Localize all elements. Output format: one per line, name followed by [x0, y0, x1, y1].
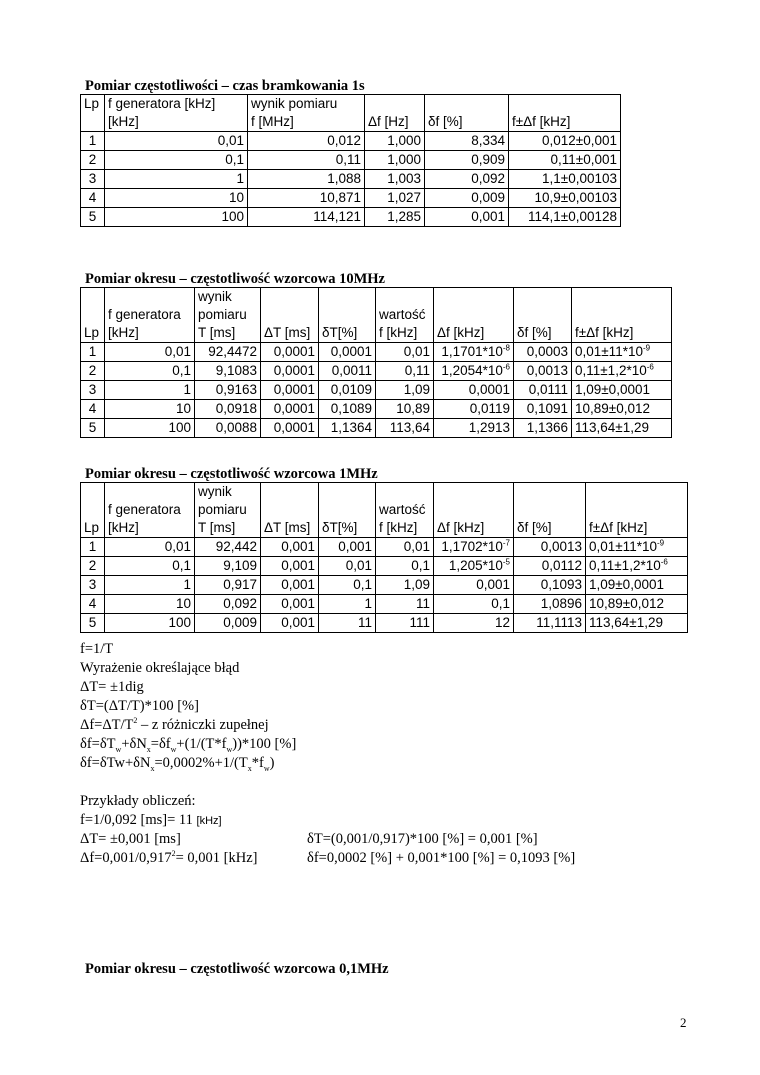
header-wartosc: wartość f [kHz]: [376, 288, 434, 343]
cell-f: 1,09: [376, 381, 434, 400]
cell-lp: 4: [81, 595, 105, 614]
cell: 0,01: [105, 132, 248, 151]
header-fdf: f±Δf [kHz]: [572, 288, 672, 343]
cell-fdf: 1,09±0,0001: [572, 381, 672, 400]
cell-f: 0,11: [376, 362, 434, 381]
cell-fgen: 0,1: [105, 362, 195, 381]
cell-f: 113,64: [376, 419, 434, 438]
cell-T: 0,917: [195, 576, 261, 595]
cell-dT: 0,0001: [261, 419, 319, 438]
cell-lp: 2: [81, 557, 105, 576]
cell-f: 111: [376, 614, 434, 633]
cell-fdf: 113,64±1,29: [586, 614, 688, 633]
frequency-table: [80, 94, 621, 227]
cell: 1,000: [365, 151, 425, 170]
cell-df: 0,1: [434, 595, 514, 614]
cell-dfp: 0,0003: [514, 343, 572, 362]
table-row: [81, 132, 621, 151]
cell: 10,9±0,00103: [509, 189, 621, 208]
cell: 1: [105, 170, 248, 189]
cell: 0,012: [248, 132, 365, 151]
cell-dfp: 0,0013: [514, 362, 572, 381]
cell-fgen: 1: [105, 381, 195, 400]
header-lp: Lp: [81, 483, 105, 538]
cell-lp: 3: [81, 576, 105, 595]
cell-T: 9,109: [195, 557, 261, 576]
example-line: δT=(0,001/0,917)*100 [%] = 0,001 [%]: [307, 831, 538, 847]
cell-fgen: 10: [105, 400, 195, 419]
header-fgen: f generatora [kHz]: [105, 483, 195, 538]
table-row: [81, 557, 688, 576]
cell-fgen: 100: [105, 614, 195, 633]
formula-line: $\delta f=\delta T_w+\delta N_x=\delta f_w+(1/(T*f_w))*100$ [%]: [80, 736, 297, 754]
cell-f: 0,01: [376, 538, 434, 557]
cell-df: 0,0119: [434, 400, 514, 419]
header-wynik: wynik pomiaru f [MHz]: [248, 95, 365, 132]
table-row: [81, 208, 621, 227]
cell-fdf: 113,64±1,29: [572, 419, 672, 438]
header-wynik: wynik pomiaru T [ms]: [195, 288, 261, 343]
formula-line: ΔT= ±1dig: [80, 679, 144, 695]
cell: 2: [81, 151, 105, 170]
table-row: [81, 538, 688, 557]
table-row: [81, 151, 621, 170]
cell-df: 1,2913: [434, 419, 514, 438]
cell-dT: 0,0001: [261, 362, 319, 381]
cell-df: 0,001: [434, 576, 514, 595]
cell-T: 9,1083: [195, 362, 261, 381]
cell-f: 10,89: [376, 400, 434, 419]
cell-f: 0,1: [376, 557, 434, 576]
cell-lp: 4: [81, 400, 105, 419]
table3-title: Pomiar okresu – częstotliwość wzorcowa 1MHz: [85, 466, 378, 482]
cell: 3: [81, 170, 105, 189]
cell: 1,003: [365, 170, 425, 189]
cell-fdf: $0,11\pm 1,2*10^{-6}$: [572, 362, 672, 381]
example-line: f=1/0,092 [ms]= 11 [kHz]: [80, 812, 222, 828]
cell-dTp: 0,0109: [319, 381, 376, 400]
cell-dT: 0,001: [261, 595, 319, 614]
cell: 0,009: [425, 189, 509, 208]
cell-df: 0,0001: [434, 381, 514, 400]
formula-line: Wyrażenie określające błąd: [80, 660, 240, 676]
cell: 0,909: [425, 151, 509, 170]
cell-dTp: 0,1: [319, 576, 376, 595]
formula-line: δT=(ΔT/T)*100 [%]: [80, 698, 199, 714]
cell-T: 92,4472: [195, 343, 261, 362]
cell-df: $1,205*10^{-5}$: [434, 557, 514, 576]
table-row: [81, 419, 672, 438]
table-row: [81, 170, 621, 189]
cell: 1,000: [365, 132, 425, 151]
table-row: [81, 400, 672, 419]
cell-fdf: $0,01\pm 11*10^{-9}$: [586, 538, 688, 557]
cell-df: $1,2054*10^{-6}$: [434, 362, 514, 381]
header-fgen: f generatora [kHz] [kHz]: [105, 95, 248, 132]
formula-line: $\delta f=\delta Tw+\delta N_x=0,0002\%+1/(T_x*f_w)$: [80, 755, 275, 773]
cell-dTp: 0,001: [319, 538, 376, 557]
cell-fgen: 0,1: [105, 557, 195, 576]
cell-dTp: 0,01: [319, 557, 376, 576]
cell: 0,11±0,001: [509, 151, 621, 170]
header-dfp: δf [%]: [514, 288, 572, 343]
cell-dfp: 0,0111: [514, 381, 572, 400]
cell: 5: [81, 208, 105, 227]
cell-T: 0,0918: [195, 400, 261, 419]
cell-T: 0,9163: [195, 381, 261, 400]
table-header-row: [81, 288, 672, 343]
cell: 10,871: [248, 189, 365, 208]
header-df: Δf [Hz]: [365, 95, 425, 132]
cell: 8,334: [425, 132, 509, 151]
cell: 1,027: [365, 189, 425, 208]
cell: 1,285: [365, 208, 425, 227]
cell-T: 0,092: [195, 595, 261, 614]
cell-dT: 0,0001: [261, 381, 319, 400]
header-dfp: δf [%]: [514, 483, 586, 538]
cell-fdf: $0,11\pm 1,2*10^{-6}$: [586, 557, 688, 576]
cell-lp: 1: [81, 343, 105, 362]
example-line: δf=0,0002 [%] + 0,001*100 [%] = 0,1093 [%]: [307, 850, 576, 866]
header-lp: Lp: [81, 288, 105, 343]
cell-fdf: 1,09±0,0001: [586, 576, 688, 595]
cell-lp: 3: [81, 381, 105, 400]
cell-dT: 0,001: [261, 557, 319, 576]
cell-dTp: 1,1364: [319, 419, 376, 438]
cell-fgen: 1: [105, 576, 195, 595]
cell: 114,1±0,00128: [509, 208, 621, 227]
cell-dT: 0,001: [261, 576, 319, 595]
cell-f: 1,09: [376, 576, 434, 595]
cell-dT: 0,001: [261, 538, 319, 557]
cell-dT: 0,0001: [261, 400, 319, 419]
cell-dTp: 11: [319, 614, 376, 633]
table-row: [81, 614, 688, 633]
table4-title: Pomiar okresu – częstotliwość wzorcowa 0,1MHz: [85, 961, 389, 977]
cell: 1,088: [248, 170, 365, 189]
header-dfp: δf [%]: [425, 95, 509, 132]
cell: 10: [105, 189, 248, 208]
header-dTp: δT[%]: [319, 288, 376, 343]
formula-line: $\Delta f=\Delta T/T^2 - z$ różniczki zupełnej: [80, 716, 269, 733]
header-dTp: δT[%]: [319, 483, 376, 538]
cell-fdf: 10,89±0,012: [586, 595, 688, 614]
header-dT: ΔT [ms]: [261, 483, 319, 538]
cell: 0,1: [105, 151, 248, 170]
cell-lp: 2: [81, 362, 105, 381]
example-line: $\Delta f=0,001/0,917^2= 0,001$ [kHz]: [80, 849, 258, 866]
table-row: [81, 343, 672, 362]
table-header-row: [81, 483, 688, 538]
header-fdf: f±Δf [kHz]: [509, 95, 621, 132]
formula-line: f=1/T: [80, 641, 114, 657]
cell: 0,012±0,001: [509, 132, 621, 151]
header-fgen: f generatora [kHz]: [105, 288, 195, 343]
cell: 4: [81, 189, 105, 208]
table-row: [81, 595, 688, 614]
cell-dTp: 0,1089: [319, 400, 376, 419]
header-wynik: wynik pomiaru T [ms]: [195, 483, 261, 538]
cell-fdf: 10,89±0,012: [572, 400, 672, 419]
cell: 100: [105, 208, 248, 227]
cell-fgen: 0,01: [105, 538, 195, 557]
cell-T: 0,0088: [195, 419, 261, 438]
cell-dT: 0,001: [261, 614, 319, 633]
cell-dTp: 1: [319, 595, 376, 614]
cell-dT: 0,0001: [261, 343, 319, 362]
example-line: ΔT= ±0,001 [ms]: [80, 831, 181, 847]
cell: 114,121: [248, 208, 365, 227]
header-lp: Lp: [81, 95, 105, 132]
cell-dfp: 0,0112: [514, 557, 586, 576]
cell-T: 0,009: [195, 614, 261, 633]
cell-dTp: 0,0011: [319, 362, 376, 381]
cell-fdf: $0,01\pm 11*10^{-9}$: [572, 343, 672, 362]
cell-dfp: 0,1091: [514, 400, 572, 419]
header-dT: ΔT [ms]: [261, 288, 319, 343]
cell-fgen: 10: [105, 595, 195, 614]
cell: 0,001: [425, 208, 509, 227]
table1-title: Pomiar częstotliwości – czas bramkowania 1s: [85, 78, 365, 94]
cell-fgen: 0,01: [105, 343, 195, 362]
cell-df: 12: [434, 614, 514, 633]
cell-dfp: 0,1093: [514, 576, 586, 595]
table2-title: Pomiar okresu – częstotliwość wzorcowa 10MHz: [85, 271, 385, 287]
cell: 0,092: [425, 170, 509, 189]
cell-lp: 5: [81, 614, 105, 633]
cell-df: $1,1701*10^{-8}$: [434, 343, 514, 362]
period-table-1mhz: [80, 482, 688, 633]
cell-T: 92,442: [195, 538, 261, 557]
cell-f: 0,01: [376, 343, 434, 362]
cell: 1: [81, 132, 105, 151]
cell-dTp: 0,0001: [319, 343, 376, 362]
cell-f: 11: [376, 595, 434, 614]
cell-lp: 1: [81, 538, 105, 557]
table-header-row: [81, 95, 621, 132]
cell: 1,1±0,00103: [509, 170, 621, 189]
examples-title: Przykłady obliczeń:: [80, 793, 196, 809]
cell-dfp: 1,1366: [514, 419, 572, 438]
page-number: 2: [680, 1015, 687, 1030]
header-df: Δf [kHz]: [434, 288, 514, 343]
cell-fgen: 100: [105, 419, 195, 438]
table-row: [81, 189, 621, 208]
cell-dfp: 0,0013: [514, 538, 586, 557]
period-table-10mhz: [80, 287, 672, 438]
table-row: [81, 362, 672, 381]
table-row: [81, 576, 688, 595]
cell-dfp: 1,0896: [514, 595, 586, 614]
cell-lp: 5: [81, 419, 105, 438]
cell: 0,11: [248, 151, 365, 170]
cell-dfp: 11,1113: [514, 614, 586, 633]
header-df: Δf [kHz]: [434, 483, 514, 538]
cell-df: $1,1702*10^{-7}$: [434, 538, 514, 557]
header-wartosc: wartość f [kHz]: [376, 483, 434, 538]
header-fdf: f±Δf [kHz]: [586, 483, 688, 538]
table-row: [81, 381, 672, 400]
